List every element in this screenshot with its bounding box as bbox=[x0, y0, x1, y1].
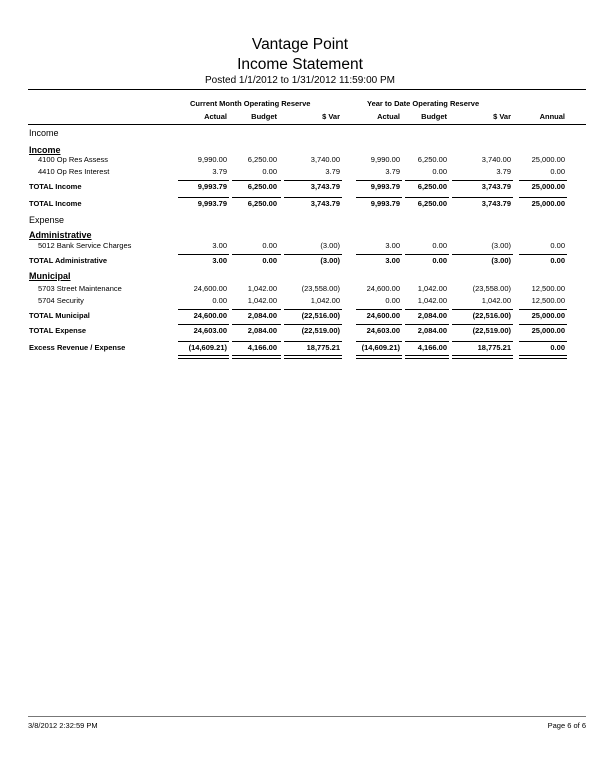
amount-cell: 24,600.00 bbox=[193, 284, 227, 293]
amount-cell: 25,000.00 bbox=[531, 155, 565, 164]
subtotal-rule bbox=[232, 341, 281, 342]
subtotal-rule bbox=[178, 309, 229, 310]
grand-total-double-rule bbox=[356, 355, 402, 359]
section-heading: Expense bbox=[29, 215, 65, 225]
subtotal-rule bbox=[284, 180, 342, 181]
column-group-current-month: Current Month Operating Reserve bbox=[190, 99, 311, 108]
amount-cell: (3.00) bbox=[491, 256, 511, 265]
print-timestamp: 3/8/2012 2:32:59 PM bbox=[28, 721, 98, 730]
subtotal-rule bbox=[452, 180, 513, 181]
amount-cell: 2,084.00 bbox=[417, 326, 447, 335]
amount-cell: 6,250.00 bbox=[247, 155, 277, 164]
subtotal-rule bbox=[452, 197, 513, 198]
subtotal-rule bbox=[405, 324, 449, 325]
amount-cell: 3,743.79 bbox=[481, 182, 511, 191]
amount-cell: 3.00 bbox=[385, 256, 400, 265]
subtotal-rule bbox=[356, 309, 402, 310]
amount-cell: 9,993.79 bbox=[197, 199, 227, 208]
grand-total-double-rule bbox=[178, 355, 229, 359]
amount-cell: (3.00) bbox=[320, 241, 340, 250]
subtotal-rule bbox=[519, 180, 567, 181]
amount-cell: 1,042.00 bbox=[247, 284, 277, 293]
amount-cell: (23,558.00) bbox=[472, 284, 511, 293]
amount-cell: 0.00 bbox=[432, 256, 447, 265]
subtotal-rule bbox=[356, 254, 402, 255]
amount-cell: 2,084.00 bbox=[417, 311, 447, 320]
column-header: Budget bbox=[251, 112, 277, 121]
subtotal-rule bbox=[519, 324, 567, 325]
subtotal-rule bbox=[519, 197, 567, 198]
account-label: 4100 Op Res Assess bbox=[38, 155, 109, 164]
amount-cell: 9,993.79 bbox=[197, 182, 227, 191]
amount-cell: 3,740.00 bbox=[481, 155, 511, 164]
amount-cell: 3.79 bbox=[496, 167, 511, 176]
column-header-rule bbox=[28, 124, 586, 125]
amount-cell: 1,042.00 bbox=[417, 296, 447, 305]
column-header: $ Var bbox=[493, 112, 511, 121]
subtotal-rule bbox=[178, 324, 229, 325]
subtotal-rule bbox=[452, 309, 513, 310]
amount-cell: 1,042.00 bbox=[247, 296, 277, 305]
subtotal-rule bbox=[284, 254, 342, 255]
subtotal-rule bbox=[284, 309, 342, 310]
grand-total-double-rule bbox=[232, 355, 281, 359]
account-label: 5012 Bank Service Charges bbox=[38, 241, 132, 250]
amount-cell: 9,990.00 bbox=[197, 155, 227, 164]
column-header: $ Var bbox=[322, 112, 340, 121]
amount-cell: 0.00 bbox=[262, 256, 277, 265]
amount-cell: 3,743.79 bbox=[481, 199, 511, 208]
total-label: TOTAL Municipal bbox=[29, 311, 90, 320]
amount-cell: 1,042.00 bbox=[481, 296, 511, 305]
grand-total-double-rule bbox=[452, 355, 513, 359]
amount-cell: 24,600.00 bbox=[366, 311, 400, 320]
amount-cell: 0.00 bbox=[550, 167, 565, 176]
amount-cell: 3.00 bbox=[212, 241, 227, 250]
amount-cell: 12,500.00 bbox=[531, 284, 565, 293]
column-header: Budget bbox=[421, 112, 447, 121]
subtotal-rule bbox=[405, 309, 449, 310]
amount-cell: 18,775.21 bbox=[477, 343, 511, 352]
subtotal-rule bbox=[232, 180, 281, 181]
subtotal-rule bbox=[178, 341, 229, 342]
subtotal-rule bbox=[178, 254, 229, 255]
subtotal-rule bbox=[284, 197, 342, 198]
account-label: 5703 Street Maintenance bbox=[38, 284, 122, 293]
account-label: 4410 Op Res Interest bbox=[38, 167, 110, 176]
total-label: TOTAL Administrative bbox=[29, 256, 108, 265]
subtotal-rule bbox=[519, 254, 567, 255]
subtotal-rule bbox=[178, 197, 229, 198]
amount-cell: 3.79 bbox=[385, 167, 400, 176]
subtotal-rule bbox=[284, 341, 342, 342]
page-number: Page 6 of 6 bbox=[547, 721, 586, 730]
amount-cell: 3.79 bbox=[325, 167, 340, 176]
amount-cell: 25,000.00 bbox=[531, 326, 565, 335]
amount-cell: 4,166.00 bbox=[417, 343, 447, 352]
amount-cell: 6,250.00 bbox=[247, 182, 277, 191]
column-group-year-to-date: Year to Date Operating Reserve bbox=[367, 99, 480, 108]
subtotal-rule bbox=[232, 197, 281, 198]
amount-cell: 0.00 bbox=[385, 296, 400, 305]
subtotal-rule bbox=[232, 309, 281, 310]
amount-cell: 2,084.00 bbox=[247, 311, 277, 320]
total-label: TOTAL Income bbox=[29, 199, 82, 208]
subtotal-rule bbox=[452, 254, 513, 255]
subtotal-rule bbox=[452, 324, 513, 325]
subtotal-rule bbox=[452, 341, 513, 342]
amount-cell: 24,600.00 bbox=[366, 284, 400, 293]
subtotal-rule bbox=[232, 324, 281, 325]
subtotal-rule bbox=[519, 309, 567, 310]
amount-cell: 9,990.00 bbox=[370, 155, 400, 164]
amount-cell: (22,519.00) bbox=[301, 326, 340, 335]
amount-cell: (3.00) bbox=[491, 241, 511, 250]
amount-cell: 3,740.00 bbox=[310, 155, 340, 164]
amount-cell: (23,558.00) bbox=[301, 284, 340, 293]
subsection-heading: Administrative bbox=[29, 230, 92, 240]
amount-cell: 9,993.79 bbox=[370, 182, 400, 191]
amount-cell: 24,600.00 bbox=[193, 311, 227, 320]
amount-cell: (22,519.00) bbox=[472, 326, 511, 335]
amount-cell: 0.00 bbox=[550, 343, 565, 352]
amount-cell: (14,609.21) bbox=[188, 343, 227, 352]
amount-cell: 6,250.00 bbox=[417, 182, 447, 191]
subtotal-rule bbox=[356, 341, 402, 342]
footer-rule bbox=[28, 716, 586, 717]
amount-cell: 2,084.00 bbox=[247, 326, 277, 335]
posted-range: Posted 1/1/2012 to 1/31/2012 11:59:00 PM bbox=[205, 75, 395, 86]
amount-cell: 24,603.00 bbox=[366, 326, 400, 335]
amount-cell: 0.00 bbox=[212, 296, 227, 305]
amount-cell: 6,250.00 bbox=[417, 155, 447, 164]
amount-cell: (14,609.21) bbox=[361, 343, 400, 352]
grand-total-double-rule bbox=[284, 355, 342, 359]
amount-cell: 18,775.21 bbox=[306, 343, 340, 352]
amount-cell: 25,000.00 bbox=[531, 182, 565, 191]
amount-cell: 0.00 bbox=[262, 241, 277, 250]
section-heading: Income bbox=[29, 128, 59, 138]
total-label: Excess Revenue / Expense bbox=[29, 343, 126, 352]
amount-cell: 0.00 bbox=[432, 241, 447, 250]
account-label: 5704 Security bbox=[38, 296, 84, 305]
amount-cell: 6,250.00 bbox=[247, 199, 277, 208]
subtotal-rule bbox=[405, 180, 449, 181]
column-header: Annual bbox=[539, 112, 565, 121]
subtotal-rule bbox=[178, 180, 229, 181]
subtotal-rule bbox=[356, 197, 402, 198]
grand-total-double-rule bbox=[519, 355, 567, 359]
column-header: Actual bbox=[377, 112, 400, 121]
subtotal-rule bbox=[356, 180, 402, 181]
amount-cell: 12,500.00 bbox=[531, 296, 565, 305]
report-title: Income Statement bbox=[237, 56, 363, 73]
amount-cell: 25,000.00 bbox=[531, 199, 565, 208]
amount-cell: 3.00 bbox=[385, 241, 400, 250]
amount-cell: 0.00 bbox=[550, 256, 565, 265]
amount-cell: (22,516.00) bbox=[301, 311, 340, 320]
subtotal-rule bbox=[405, 341, 449, 342]
grand-total-double-rule bbox=[405, 355, 449, 359]
amount-cell: 6,250.00 bbox=[417, 199, 447, 208]
amount-cell: 4,166.00 bbox=[247, 343, 277, 352]
amount-cell: 0.00 bbox=[432, 167, 447, 176]
amount-cell: 24,603.00 bbox=[193, 326, 227, 335]
amount-cell: 25,000.00 bbox=[531, 311, 565, 320]
company-name: Vantage Point bbox=[251, 36, 349, 53]
amount-cell: (3.00) bbox=[320, 256, 340, 265]
total-label: TOTAL Income bbox=[29, 182, 82, 191]
total-label: TOTAL Expense bbox=[29, 326, 87, 335]
subsection-heading: Income bbox=[29, 145, 61, 155]
amount-cell: 3,743.79 bbox=[310, 199, 340, 208]
subtotal-rule bbox=[519, 341, 567, 342]
subtotal-rule bbox=[284, 324, 342, 325]
amount-cell: (22,516.00) bbox=[472, 311, 511, 320]
amount-cell: 9,993.79 bbox=[370, 199, 400, 208]
subtotal-rule bbox=[405, 254, 449, 255]
amount-cell: 3.00 bbox=[212, 256, 227, 265]
subtotal-rule bbox=[232, 254, 281, 255]
amount-cell: 0.00 bbox=[550, 241, 565, 250]
column-header: Actual bbox=[204, 112, 227, 121]
subtotal-rule bbox=[405, 197, 449, 198]
subtotal-rule bbox=[356, 324, 402, 325]
amount-cell: 3.79 bbox=[212, 167, 227, 176]
amount-cell: 3,743.79 bbox=[310, 182, 340, 191]
amount-cell: 0.00 bbox=[262, 167, 277, 176]
amount-cell: 1,042.00 bbox=[417, 284, 447, 293]
amount-cell: 1,042.00 bbox=[310, 296, 340, 305]
subsection-heading: Municipal bbox=[29, 271, 71, 281]
